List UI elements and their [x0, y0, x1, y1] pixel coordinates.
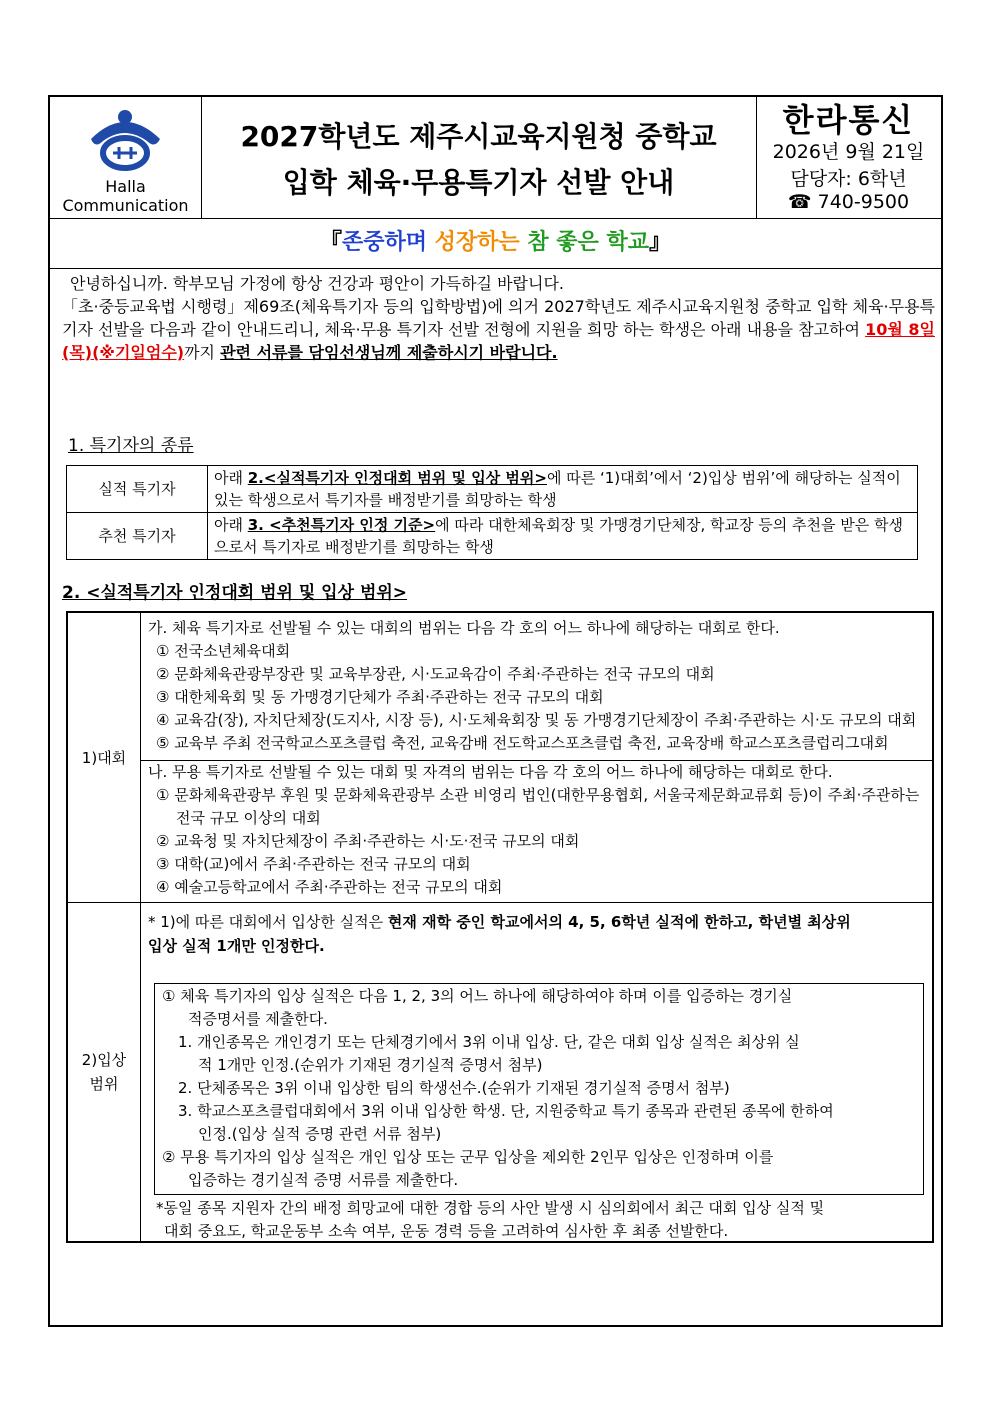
intro-text-2: 까지 — [184, 343, 221, 362]
table-row — [67, 513, 918, 560]
row-label: 추천 특기자 — [67, 513, 208, 560]
list-item: ① 문화체육관광부 후원 및 문화체육관광부 소관 비영리 법인(대한무용협회, 서울국제문화교류회 등)이 주최·주관하는 — [156, 786, 920, 804]
competition-label: 1)대회 — [81, 749, 127, 767]
list-item: ③ 대학(교)에서 주최·주관하는 전국 규모의 대회 — [156, 855, 471, 873]
row-desc-link: 2.<실적특기자 인정대회 범위 및 입상 범위> — [247, 469, 547, 487]
newsletter-frame — [48, 95, 943, 1327]
award-range-label — [68, 902, 140, 1241]
criteria-line: 적 1개만 인정.(순위가 기재된 경기실적 증명서 첨부) — [198, 1056, 543, 1074]
selection-note-line-1: *동일 종목 지원자 간의 배정 희망교에 대한 경합 등의 사안 발생 시 심의회에서 최근 대회 입상 실적 및 — [156, 1199, 825, 1217]
list-item: ⑤ 교육부 주최 전국학교스포츠클럽 축전, 교육감배 전도학교스포츠클럽 축전, 교육장배 학교스포츠클럽리그대회 — [156, 734, 889, 752]
list-item: ② 문화체육관광부장관 및 교육부장관, 시·도교육감이 주최·주관하는 전국 규모의 대회 — [156, 665, 715, 683]
award-note-bold: 현재 재학 중인 학교에서의 4, 5, 6학년 실적에 한하고, 학년별 최상위 — [387, 913, 851, 931]
row-desc-pre: 아래 — [214, 469, 248, 487]
row-desc-post: 에 따라 대한체육회장 및 가맹경기단체장, 학교장 등의 추천을 받은 학생으로서 특기자로 배정받기를 희망하는 학생 — [214, 516, 904, 556]
award-note-line-2: 입상 실적 1개만 인정한다. — [148, 937, 325, 955]
ga-intro: 가. 체육 특기자로 선발될 수 있는 대회의 범위는 다음 각 호의 어느 하나에 해당하는 대회로 한다. — [148, 619, 780, 637]
motto-open-bracket: 『 — [319, 230, 342, 255]
motto-close-bracket: 』 — [649, 230, 672, 255]
list-item: ② 교육청 및 자치단체장이 주최·주관하는 시·도·전국 규모의 대회 — [156, 832, 580, 850]
criteria-line: 2. 단체종목은 3위 이내 입상한 팀의 학생선수.(순위가 기재된 경기실적 증명서 첨부) — [178, 1079, 730, 1097]
contact-person: 담당자: 6학년 — [790, 168, 907, 190]
criteria-line: 1. 개인종목은 개인경기 또는 단체경기에서 3위 이내 입상. 단, 같은 대회 입상 실적은 최상위 실 — [178, 1033, 800, 1051]
intro-text-1: 「초·중등교육법 시행령」제69조(체육특기자 등의 입학방법)에 의거 2027학년도 제주시교육지원청 중학교 입학 체육·무용특기자 선발을 다음과 같이 안내드리니, 체육·무용 특기자 선발 전형에 지원을 희망 하는 학생은 아래 내용을 참고하여 — [62, 297, 935, 339]
school-motto — [50, 218, 941, 269]
specialist-type-table — [66, 465, 918, 560]
motto-word-5: 학교 — [606, 230, 649, 255]
criteria-line: 인정.(입상 실적 증명 관련 서류 첨부) — [198, 1125, 442, 1143]
selection-note-line-2: 대회 중요도, 학교운동부 소속 여부, 운동 경력 등을 고려하여 심사한 후 최종 선발한다. — [164, 1222, 729, 1240]
row-description — [208, 513, 918, 560]
motto-word-2: 성장하는 — [434, 230, 520, 255]
award-note-line-1 — [148, 911, 851, 934]
info-cell — [756, 97, 941, 218]
row-desc-pre: 아래 — [214, 516, 248, 534]
criteria-line: ② 무용 특기자의 입상 실적은 개인 입상 또는 군무 입상을 제외한 2인무 입상은 인정하며 이를 — [162, 1148, 774, 1166]
list-item: ③ 대한체육회 및 동 가맹경기단체가 주최·주관하는 전국 규모의 대회 — [156, 688, 604, 706]
criteria-line: 적증명서를 제출한다. — [188, 1010, 328, 1028]
logo-cell — [50, 97, 202, 218]
title-line-1: 2027학년도 제주시교육지원청 중학교 — [240, 120, 717, 153]
table-row — [67, 466, 918, 513]
list-item: ④ 예술고등학교에서 주최·주관하는 전국 규모의 대회 — [156, 878, 503, 896]
section-1-title: 1. 특기자의 종류 — [68, 436, 194, 456]
section-2-title: 2. <실적특기자 인정대회 범위 및 입상 범위> — [62, 583, 408, 603]
criteria-line: 3. 학교스포츠클럽대회에서 3위 이내 입상한 학생. 단, 지원중학교 특기 종목과 관련된 종목에 한하여 — [178, 1102, 834, 1120]
na-intro: 나. 무용 특기자로 선발될 수 있는 대회 및 자격의 범위는 다음 각 호의 어느 하나에 해당하는 대회로 한다. — [148, 763, 833, 781]
row-description — [208, 466, 918, 513]
row-label: 실적 특기자 — [67, 466, 208, 513]
title-line-2: 입학 체육·무용특기자 선발 안내 — [282, 166, 675, 199]
issue-date: 2026년 9월 21일 — [772, 141, 925, 163]
newsletter-header — [50, 97, 941, 219]
award-label-line-1: 2)입상 — [81, 1050, 127, 1069]
motto-word-1: 존중하며 — [341, 230, 427, 255]
criteria-line: ① 체육 특기자의 입상 실적은 다음 1, 2, 3의 어느 하나에 해당하여야 하며 이를 입증하는 경기실 — [162, 987, 793, 1005]
deadline-text: 10월 8일(목)(※기일엄수) — [62, 320, 935, 362]
award-label-line-2: 범위 — [89, 1074, 119, 1093]
brand-name: 한라통신 — [782, 101, 915, 139]
logo-text-communication: Communication — [62, 196, 189, 215]
row-desc-post: 에 따른 ‘1)대회’에서 ‘2)입상 범위’에 해당하는 실적이 있는 학생으로서 특기자를 배정받기를 희망하는 학생 — [214, 469, 901, 509]
criteria-line: 입증하는 경기실적 증명 서류를 제출한다. — [188, 1171, 459, 1189]
motto-word-3: 참 — [527, 230, 549, 255]
halla-logo-icon — [83, 107, 168, 177]
row-desc-link: 3. <추천특기자 인정 기준> — [247, 516, 436, 534]
greeting: 안녕하십니까. 학부모님 가정에 항상 건강과 평안이 가득하길 바랍니다. — [70, 274, 564, 293]
list-item: ① 전국소년체육대회 — [156, 642, 291, 660]
list-item: ④ 교육감(장), 자치단체장(도지사, 시장 등), 시·도체육회장 및 동 가맹경기단체장이 주최·주관하는 시·도 규모의 대회 — [156, 711, 917, 729]
intro-paragraph — [62, 295, 935, 364]
logo-text-halla: Halla — [105, 177, 146, 196]
title-cell — [201, 97, 757, 218]
competition-table — [66, 611, 934, 1243]
motto-word-4: 좋은 — [556, 230, 599, 255]
submit-request: 관련 서류를 담임선생님께 제출하시기 바랍니다. — [220, 343, 558, 362]
award-note-pre: * 1)에 따른 대회에서 입상한 실적은 — [148, 913, 388, 931]
list-item-continued: 전국 규모 이상의 대회 — [176, 809, 321, 827]
phone-number: ☎ 740-9500 — [787, 191, 910, 213]
